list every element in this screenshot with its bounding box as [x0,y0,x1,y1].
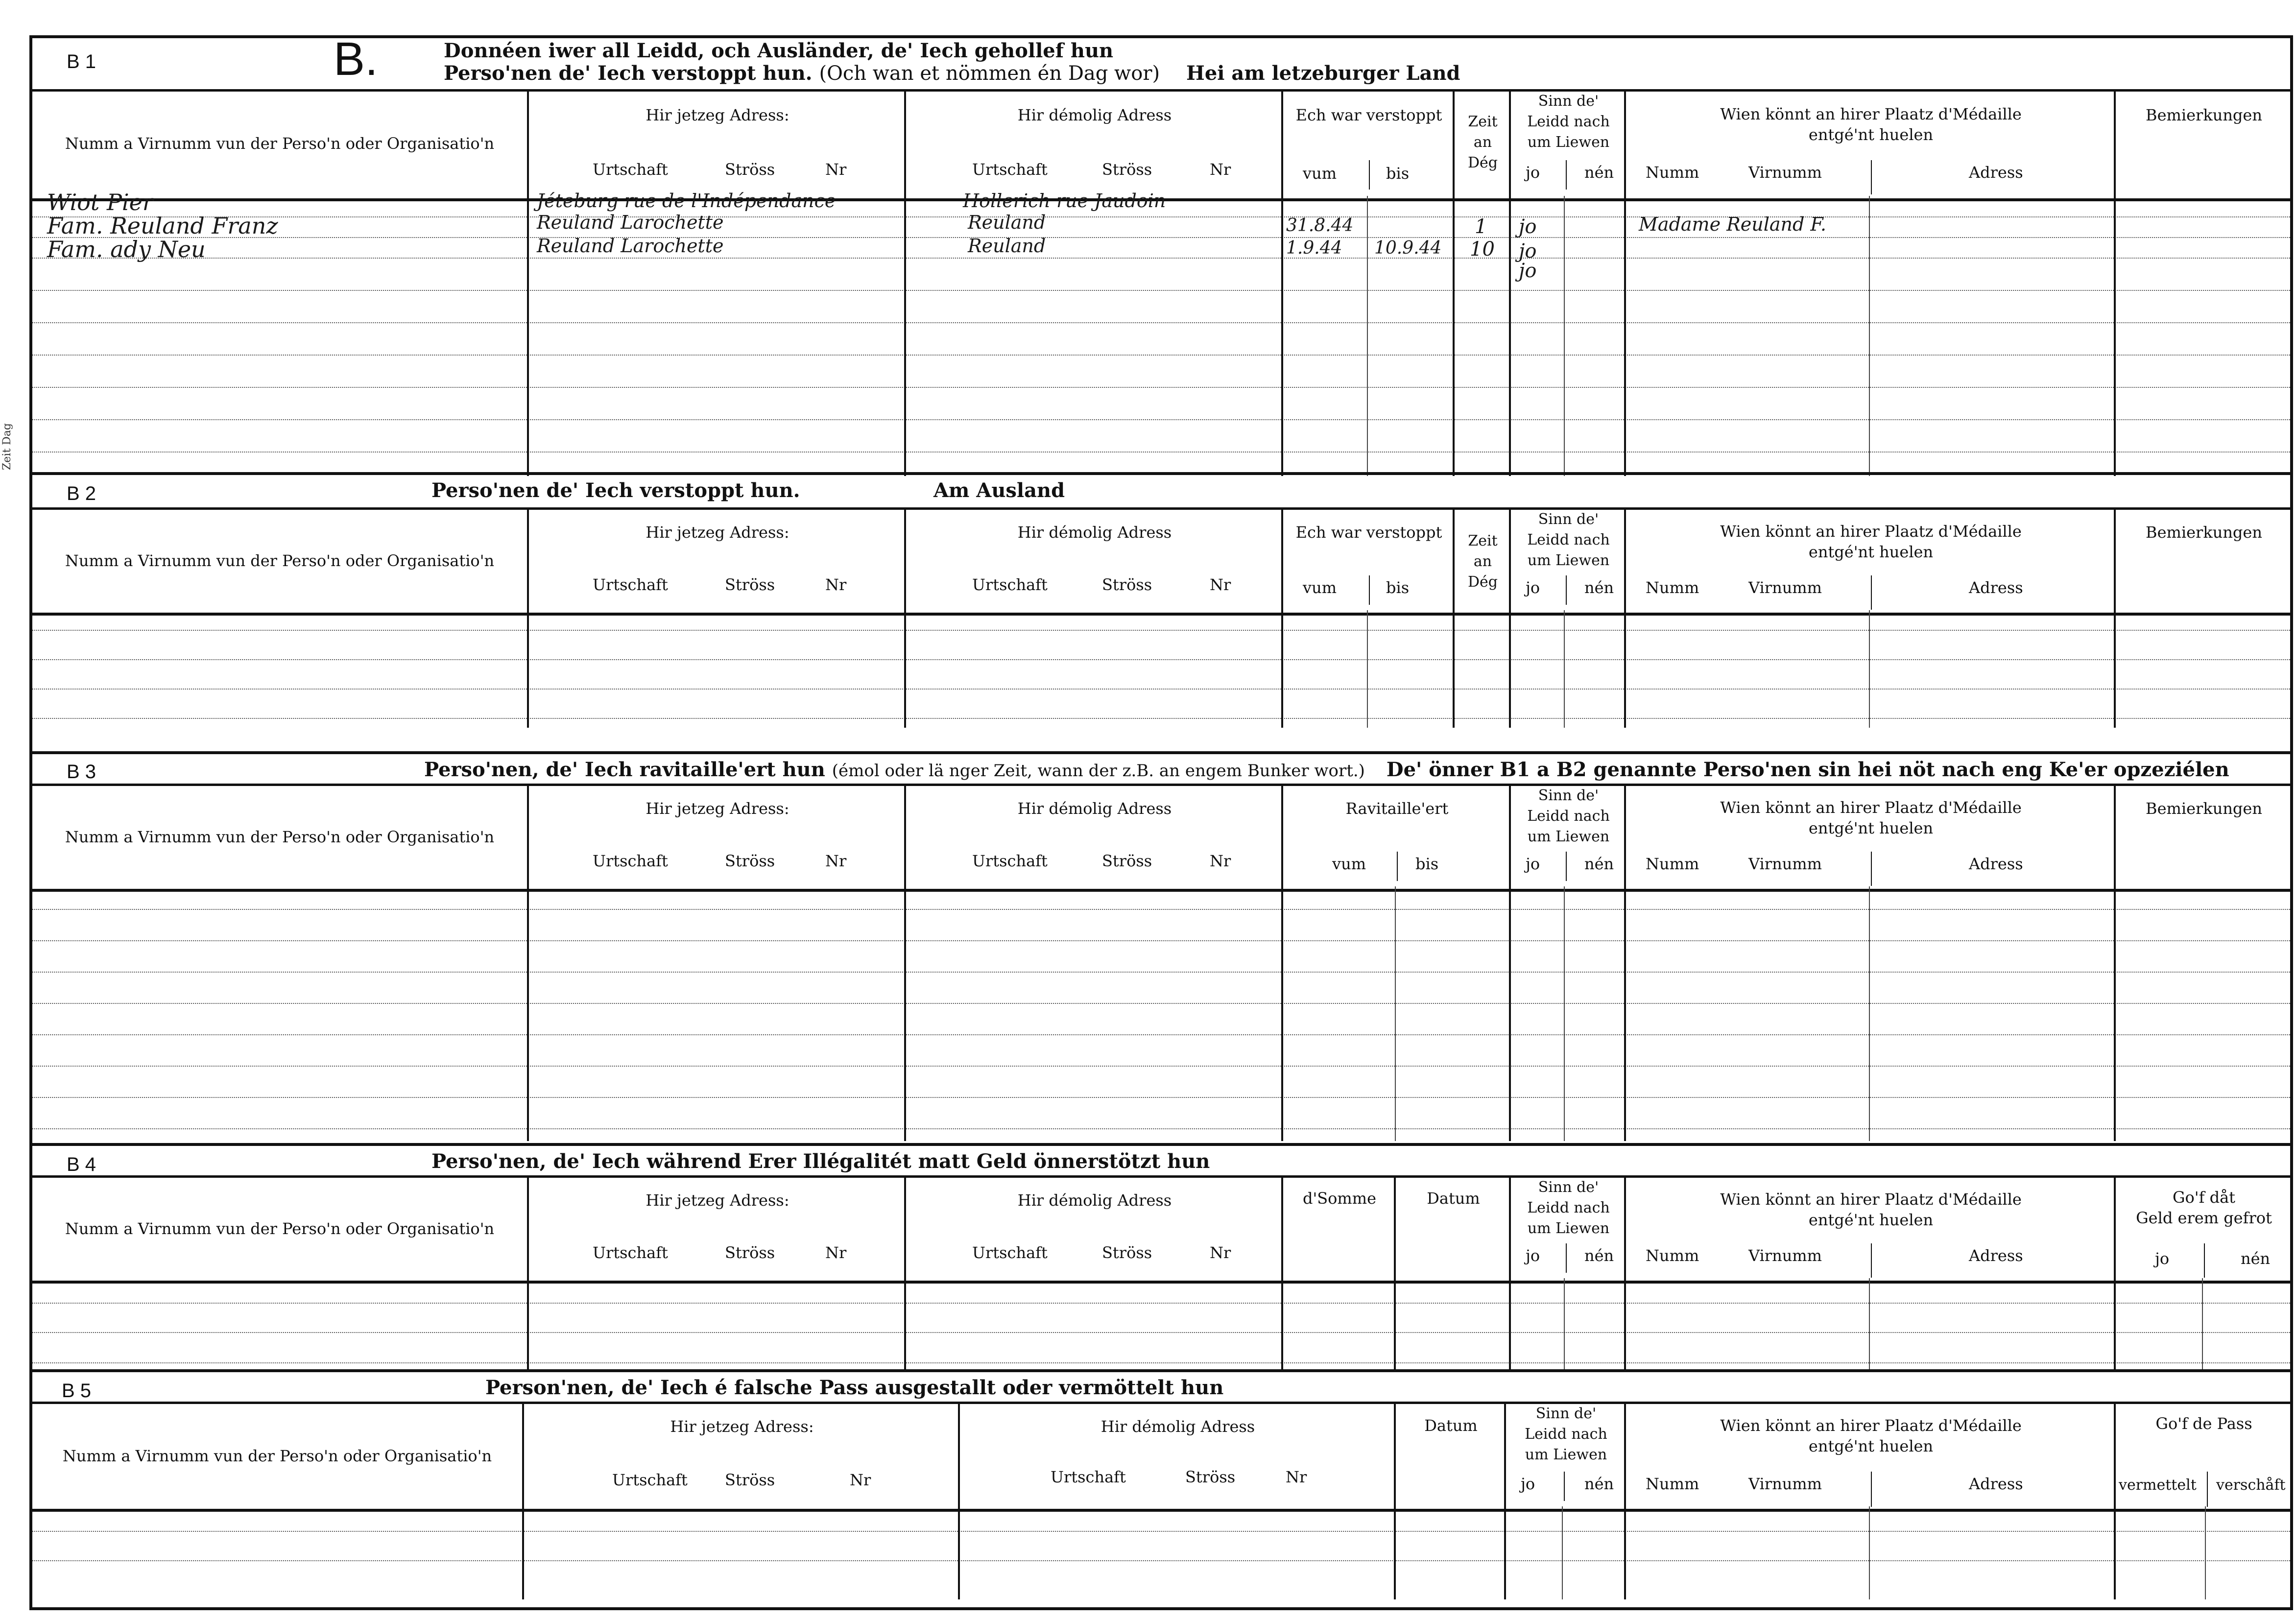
entry-name: Fam. Reuland Franz [47,213,278,239]
header-urtschaft: Urtschaft [972,160,1048,179]
table-body [32,1278,2290,1371]
entry-from: 31.8.44 [1286,215,1354,236]
header-current-address: Hir jetzeg Adress: [646,1191,789,1210]
header-nr: Nr [1210,160,1231,179]
header-nen: nén [1584,578,1614,597]
header-nen: nén [2241,1249,2271,1268]
header-sinn-3: um Liewen [1527,828,1610,845]
header-urtschaft: Urtschaft [972,852,1048,870]
header-jo: jo [1526,1246,1540,1265]
header-zeit-an: an [1473,553,1492,570]
header-former-address: Hir démolig Adress [1017,799,1172,818]
entry-alive: jo [1519,240,1537,262]
table-header [32,1402,2290,1512]
table-body [32,886,2290,1141]
header-adress: Adress [1969,578,2023,597]
header-zeit: Zeit [1468,532,1498,549]
entry-medal: Madame Reuland F. [1639,214,1826,235]
header-stross: Ströss [1102,852,1152,870]
header-remarks: Bemierkungen [2146,106,2262,124]
entry-alive: jo [1519,260,1537,282]
section-tag: B 3 [67,761,96,783]
table-header [32,89,2290,201]
header-stross: Ströss [725,1243,775,1262]
entry-alive: jo [1519,215,1537,238]
section-letter: B. [334,33,378,85]
header-stross: Ströss [1102,575,1152,594]
section-title: Person'nen, de' Iech é falsche Pass ausgestallt oder vermöttelt hun [485,1376,1224,1399]
header-current-address: Hir jetzeg Adress: [670,1417,814,1436]
section-tag: B 4 [67,1154,96,1175]
table-body [32,1506,2290,1599]
header-medal: Wien könnt an hirer Plaatz d'Médaille [1720,105,2022,123]
header-current-address: Hir jetzeg Adress: [646,799,789,818]
header-stross: Ströss [1102,1243,1152,1262]
header-sinn-2: Leidd nach [1527,1199,1610,1216]
header-stross: Ströss [1185,1468,1236,1486]
section-tag: B 2 [67,483,96,504]
header-nen: nén [1584,1475,1614,1493]
header-person: Numm a Virnumm vun der Perso'n oder Organisatio'n [65,134,495,153]
header-numm: Numm [1646,1246,1699,1265]
header-sinn-3: um Liewen [1527,1220,1610,1237]
header-urtschaft: Urtschaft [593,852,668,870]
header-stross: Ströss [725,160,775,179]
header-sinn-3: um Liewen [1527,134,1610,151]
header-sinn: Sinn de' [1535,1405,1597,1422]
section-b2 [32,472,2290,790]
header-jo: jo [1526,855,1540,873]
entry-to: 10.9.44 [1374,238,1442,258]
header-stross: Ströss [1102,160,1152,179]
section-title-line2b: (Och wan et nömmen én Dag wor) [819,62,1160,85]
table-body [32,189,2290,476]
entry-days: 1 [1475,215,1487,238]
header-urtschaft: Urtschaft [972,575,1048,594]
header-nr: Nr [1210,575,1231,594]
header-ravitailleert: Ravitaille'ert [1345,799,1449,818]
header-adress: Adress [1969,1475,2023,1493]
header-medal-2: entgé'nt huelen [1808,125,1934,144]
header-numm: Numm [1646,578,1699,597]
header-urtschaft: Urtschaft [593,160,668,179]
header-sinn-3: um Liewen [1525,1446,1607,1463]
header-nr: Nr [850,1471,871,1489]
section-title-line2c: Hei am letzeburger Land [1186,62,1460,85]
section-title-note: (émol oder lä nger Zeit, wann der z.B. an engem Bunker wort.) [832,761,1365,781]
section-title: Perso'nen de' Iech verstoppt hun. [431,479,800,502]
header-datum: Datum [1424,1416,1478,1435]
header-nr: Nr [1210,1243,1231,1262]
header-hidden: Ech war verstoppt [1295,523,1442,542]
table-body [32,610,2290,728]
header-sinn-2: Leidd nach [1525,1426,1607,1443]
section-title-line1: Donnéen iwer all Leidd, och Ausländer, de' Iech gehollef hun [444,39,1114,62]
header-nr: Nr [825,1243,847,1262]
entry-from: 1.9.44 [1286,238,1342,258]
header-vum: vum [1303,578,1337,597]
section-tag: B 1 [67,51,96,72]
header-medal-2: entgé'nt huelen [1808,543,1934,561]
header-sinn: Sinn de' [1538,787,1599,804]
header-former-address: Hir démolig Adress [1017,106,1172,124]
section-title-line2a: Perso'nen de' Iech verstoppt hun. [444,62,813,85]
section-title-b: Am Ausland [933,479,1065,502]
header-datum: Datum [1427,1189,1480,1208]
header-adress: Adress [1969,855,2023,873]
header-jo: jo [1526,578,1540,597]
entry-name: Wiot Pier [47,189,153,215]
table-header [32,507,2290,616]
header-virnumm: Virnumm [1748,578,1822,597]
header-sinn: Sinn de' [1538,93,1599,110]
form-page [29,35,2293,1610]
entry-current-address: Reuland Larochette [537,212,724,233]
header-stross: Ströss [725,1471,775,1489]
header-bis: bis [1386,164,1410,183]
header-vermettelt: vermettelt [2119,1476,2197,1494]
section-title: Perso'nen, de' Iech ravitaille'ert hun [424,758,825,781]
entry-former-address: Hollerich rue Jaudoin [963,190,1166,212]
section-tag: B 5 [62,1380,92,1402]
header-virnumm: Virnumm [1748,163,1822,182]
header-sinn-2: Leidd nach [1527,531,1610,548]
header-current-address: Hir jetzeg Adress: [646,106,789,124]
header-sinn-3: um Liewen [1527,552,1610,569]
header-numm: Numm [1646,163,1699,182]
section-b3 [32,751,2290,1182]
table-header [32,784,2290,892]
header-person: Numm a Virnumm vun der Perso'n oder Organisatio'n [65,828,495,846]
header-nr: Nr [1286,1468,1307,1486]
header-medal-2: entgé'nt huelen [1808,1437,1934,1455]
header-urtschaft: Urtschaft [593,575,668,594]
header-bis: bis [1386,578,1410,597]
header-medal: Wien könnt an hirer Plaatz d'Médaille [1720,522,2022,541]
header-urtschaft: Urtschaft [1051,1468,1126,1486]
header-urtschaft: Urtschaft [972,1243,1048,1262]
header-former-address: Hir démolig Adress [1017,523,1172,542]
header-verschaft: verschåft [2216,1476,2286,1494]
entry-name: Fam. ady Neu [47,236,206,262]
header-geld-2: Geld erem gefrot [2136,1209,2272,1227]
header-urtschaft: Urtschaft [593,1243,668,1262]
header-numm: Numm [1646,855,1699,873]
header-remarks: Bemierkungen [2146,523,2262,542]
header-sinn-2: Leidd nach [1527,808,1610,825]
entry-former-address: Reuland [968,235,1046,257]
entry-current-address: Jéteburg rue de l'Indépendance [537,190,836,212]
header-zeit-deg: Dég [1467,573,1498,591]
header-virnumm: Virnumm [1748,855,1822,873]
header-medal: Wien könnt an hirer Plaatz d'Médaille [1720,798,2022,817]
header-remarks: Bemierkungen [2146,799,2262,818]
entry-former-address: Reuland [968,212,1046,233]
header-zeit-an: an [1473,134,1492,151]
header-geld: Go'f dåt [2172,1188,2236,1207]
header-hidden: Ech war verstoppt [1295,106,1442,124]
section-b1 [32,35,2290,476]
header-sinn-2: Leidd nach [1527,113,1610,130]
entry-current-address: Reuland Larochette [537,235,724,257]
header-nen: nén [1584,855,1614,873]
header-nr: Nr [1210,852,1231,870]
header-virnumm: Virnumm [1748,1475,1822,1493]
header-medal-2: entgé'nt huelen [1808,819,1934,837]
header-person: Numm a Virnumm vun der Perso'n oder Organisatio'n [65,1219,495,1238]
header-pass: Go'f de Pass [2155,1414,2252,1433]
header-current-address: Hir jetzeg Adress: [646,523,789,542]
header-adress: Adress [1969,1246,2023,1265]
header-former-address: Hir démolig Adress [1100,1417,1255,1436]
header-jo: jo [1521,1475,1535,1493]
header-person: Numm a Virnumm vun der Perso'n oder Organisatio'n [65,551,495,570]
header-sinn: Sinn de' [1538,1179,1599,1196]
section-title: Perso'nen, de' Iech während Erer Illégalitét matt Geld önnerstötzt hun [431,1150,1210,1173]
entry-days: 10 [1470,238,1495,261]
header-vum: vum [1303,164,1337,183]
header-medal: Wien könnt an hirer Plaatz d'Médaille [1720,1416,2022,1435]
header-somme: d'Somme [1302,1189,1377,1208]
header-person: Numm a Virnumm vun der Perso'n oder Organisatio'n [62,1447,492,1465]
header-former-address: Hir démolig Adress [1017,1191,1172,1210]
header-stross: Ströss [725,852,775,870]
header-nr: Nr [825,852,847,870]
section-title-c: De' önner B1 a B2 genannte Perso'nen sin hei nöt nach eng Ke'er opzeziélen [1386,758,2229,781]
header-sinn: Sinn de' [1538,511,1599,528]
header-urtschaft: Urtschaft [612,1471,688,1489]
header-medal-2: entgé'nt huelen [1808,1211,1934,1229]
header-zeit: Zeit [1468,113,1498,130]
margin-note: Zeit Dag [1,423,13,470]
header-jo: jo [1526,163,1540,182]
header-zeit-deg: Dég [1467,154,1498,171]
section-b5 [32,1369,2290,1607]
header-jo: jo [2155,1249,2170,1268]
header-stross: Ströss [725,575,775,594]
header-numm: Numm [1646,1475,1699,1493]
header-medal: Wien könnt an hirer Plaatz d'Médaille [1720,1190,2022,1209]
header-vum: vum [1332,855,1366,873]
header-bis: bis [1415,855,1439,873]
header-virnumm: Virnumm [1748,1246,1822,1265]
header-nen: nén [1584,1246,1614,1265]
table-header [32,1175,2290,1284]
header-nen: nén [1584,163,1614,182]
header-nr: Nr [825,160,847,179]
header-nr: Nr [825,575,847,594]
header-adress: Adress [1969,163,2023,182]
